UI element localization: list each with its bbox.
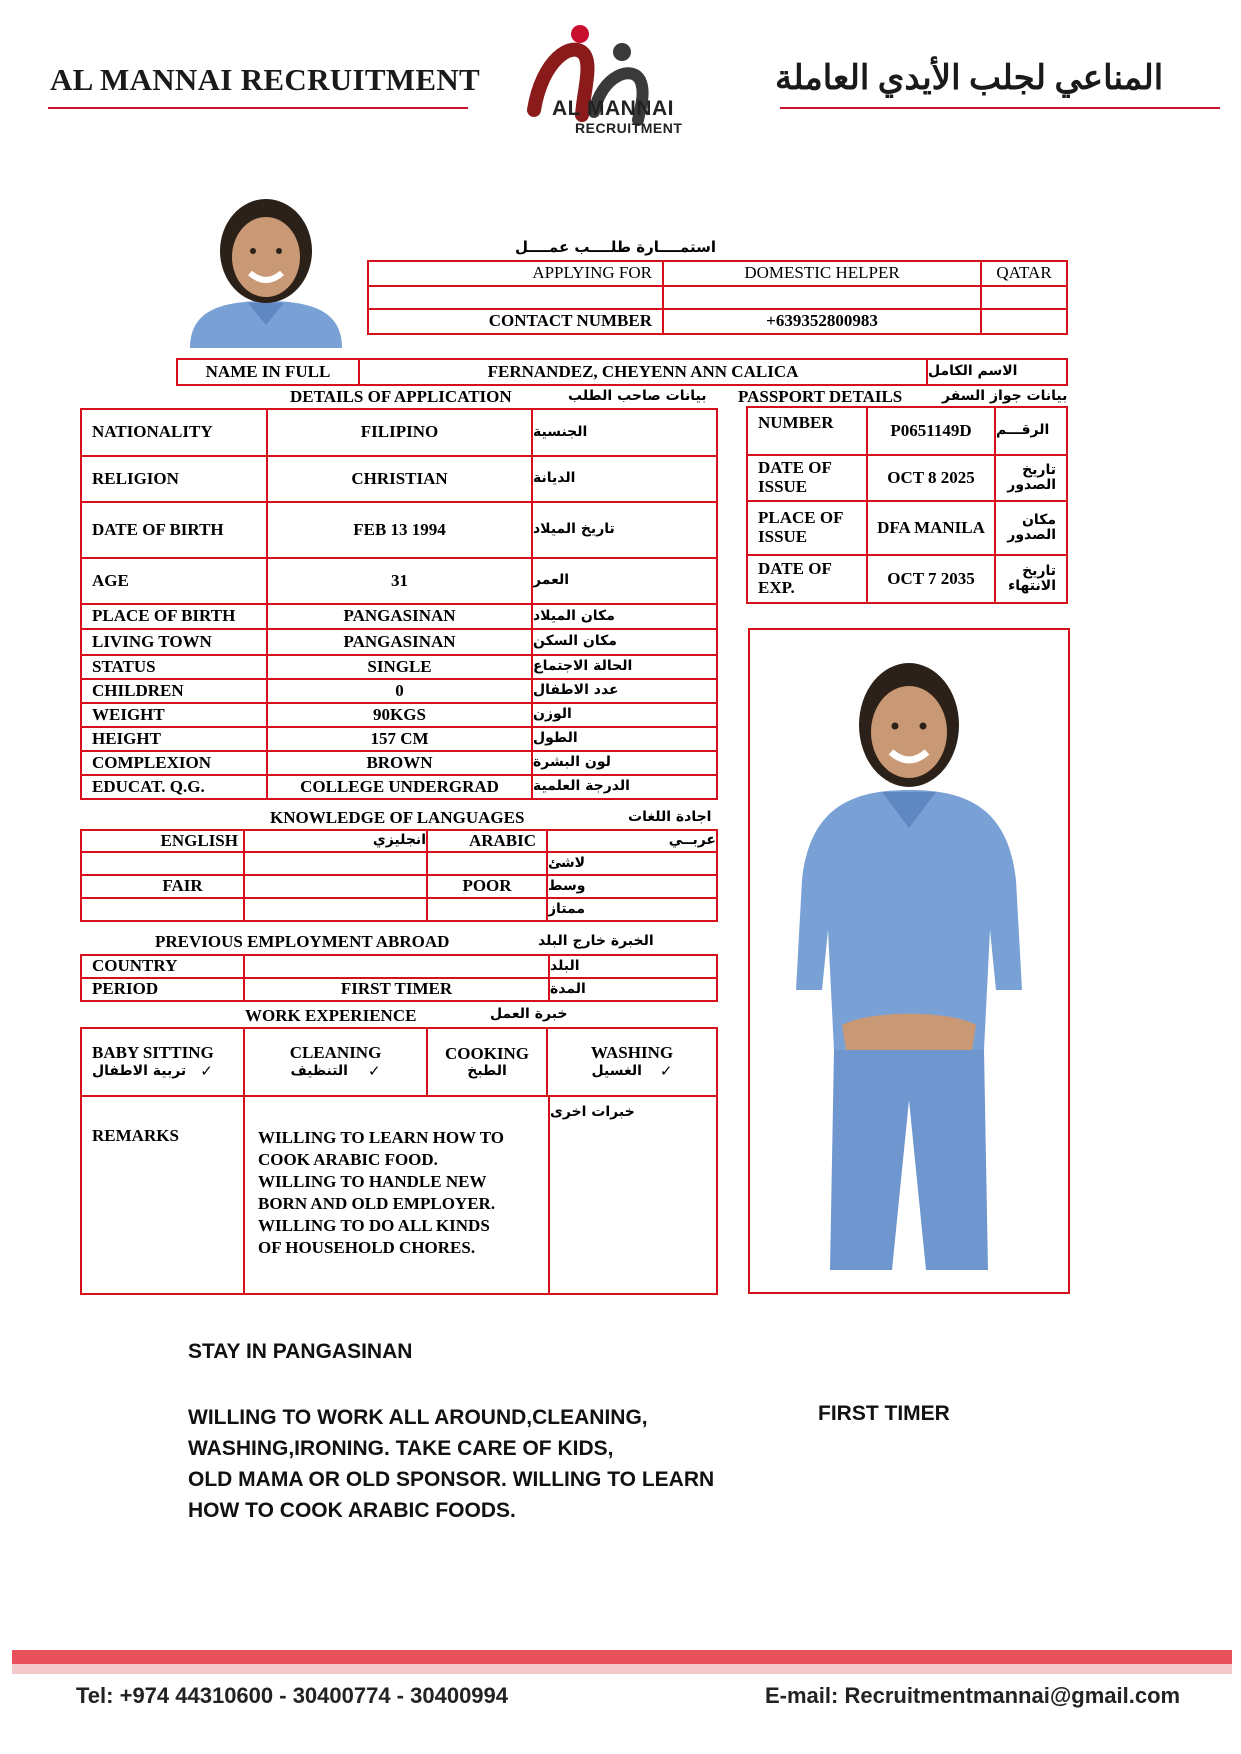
detail-value: 157 CM <box>266 726 533 752</box>
skill-cooking <box>426 1027 548 1097</box>
name-label-arabic: الاسم الكامل <box>926 358 1068 386</box>
checkmark-icon: ✓ <box>367 1062 381 1081</box>
detail-label-arabic: لون البشرة <box>531 750 718 776</box>
other-experience-label-arabic: خبرات اخرى <box>548 1095 718 1295</box>
language-empty-cell <box>80 897 245 922</box>
language-level-fair: وسط <box>546 874 718 899</box>
passport-label-arabic: الرقـــم <box>994 406 1068 456</box>
languages-heading: KNOWLEDGE OF LANGUAGES <box>270 808 525 827</box>
passport-label: PLACE OF ISSUE <box>746 500 868 556</box>
country-value <box>243 954 550 979</box>
apply-empty-cell <box>367 285 664 310</box>
detail-value: CHRISTIAN <box>266 455 533 503</box>
passport-value: P0651149D <box>866 406 996 456</box>
detail-label: COMPLEXION <box>80 750 268 776</box>
passport-label-arabic: مكان الصدور <box>994 500 1068 556</box>
language-level-excellent: ممتاز <box>546 897 718 922</box>
detail-label: STATUS <box>80 654 268 680</box>
detail-label: CHILDREN <box>80 678 268 704</box>
previous-employment-heading-arabic: الخبرة خارج البلد <box>538 933 654 949</box>
detail-value: SINGLE <box>266 654 533 680</box>
passport-label: DATE OF EXP. <box>746 554 868 604</box>
detail-label-arabic: عدد الاطفال <box>531 678 718 704</box>
detail-label: NATIONALITY <box>80 408 268 457</box>
willing-note <box>188 1402 714 1526</box>
detail-label-arabic: الديانة <box>531 455 718 503</box>
full-name-value: FERNANDEZ, CHEYENN ANN CALICA <box>358 358 928 386</box>
language-arabic-label: ARABIC <box>426 829 548 853</box>
language-english-label-arabic: انجليزي <box>243 829 428 853</box>
footer-bar-shade <box>12 1664 1232 1674</box>
details-heading-arabic: بيانات صاحب الطلب <box>568 388 707 404</box>
remarks-line: COOK ARABIC FOOD. <box>258 1150 438 1170</box>
detail-label-arabic: مكان السكن <box>531 628 718 656</box>
passport-value: DFA MANILA <box>866 500 996 556</box>
work-experience-heading: WORK EXPERIENCE <box>245 1006 417 1025</box>
remarks-line: WILLING TO DO ALL KINDS <box>258 1216 490 1236</box>
language-level-none: لاشئ <box>546 851 718 876</box>
language-empty-cell <box>243 874 428 899</box>
skill-label: COOKING <box>444 1043 530 1063</box>
apply-empty-cell <box>662 285 982 310</box>
detail-label-arabic: تاريخ الميلاد <box>531 501 718 559</box>
detail-value: PANGASINAN <box>266 628 533 656</box>
country-label: COUNTRY <box>80 954 245 979</box>
applying-for-label: APPLYING FOR <box>367 260 664 287</box>
detail-label-arabic: الوزن <box>531 702 718 728</box>
language-empty-cell <box>80 851 245 876</box>
willing-note-line: OLD MAMA OR OLD SPONSOR. WILLING TO LEARN <box>188 1468 715 1491</box>
passport-value: OCT 7 2035 <box>866 554 996 604</box>
footer-bar <box>12 1650 1232 1664</box>
detail-label-arabic: العمر <box>531 557 718 605</box>
detail-value: BROWN <box>266 750 533 776</box>
checkmark-icon: ✓ <box>200 1062 213 1081</box>
country-label-arabic: البلد <box>548 954 718 979</box>
footer-email[interactable]: E-mail: Recruitmentmannai@gmail.com <box>765 1683 1181 1708</box>
remarks-label: REMARKS <box>80 1095 245 1295</box>
passport-label-arabic: تاريخ الصدور <box>994 454 1068 502</box>
passport-label: NUMBER <box>746 406 868 456</box>
language-empty-cell <box>426 897 548 922</box>
detail-label: RELIGION <box>80 455 268 503</box>
skill-label: CLEANING <box>289 1043 382 1063</box>
period-label-arabic: المدة <box>548 977 718 1002</box>
detail-label: WEIGHT <box>80 702 268 728</box>
language-empty-cell <box>243 851 428 876</box>
previous-employment-heading: PREVIOUS EMPLOYMENT ABROAD <box>155 932 450 951</box>
remarks-line: WILLING TO LEARN HOW TO <box>258 1128 504 1147</box>
detail-label: PLACE OF BIRTH <box>80 603 268 630</box>
languages-heading-arabic: اجادة اللغات <box>628 809 712 825</box>
apply-empty-cell <box>980 285 1068 310</box>
detail-label: EDUCAT. Q.G. <box>80 774 268 800</box>
stay-note: STAY IN PANGASINAN <box>188 1340 413 1363</box>
detail-label: AGE <box>80 557 268 605</box>
contact-number-label: CONTACT NUMBER <box>367 308 664 335</box>
skill-label: BABY SITTING <box>92 1043 214 1063</box>
language-arabic-label-arabic: عربــي <box>546 829 718 853</box>
skill-label: WASHING <box>590 1043 674 1063</box>
remarks-text <box>243 1095 550 1295</box>
detail-label-arabic: الجنسية <box>531 408 718 457</box>
brand-underline-right <box>780 107 1220 109</box>
detail-value: FEB 13 1994 <box>266 501 533 559</box>
remarks-line: OF HOUSEHOLD CHORES. <box>258 1238 476 1258</box>
detail-value: 31 <box>266 557 533 605</box>
detail-label-arabic: الطول <box>531 726 718 752</box>
detail-value: COLLEGE UNDERGRAD <box>266 774 533 800</box>
detail-value: FILIPINO <box>266 408 533 457</box>
passport-label-arabic: تاريخ الانتهاء <box>994 554 1068 604</box>
detail-label: HEIGHT <box>80 726 268 752</box>
arabic-level-value: POOR <box>426 874 548 899</box>
remarks-line: BORN AND OLD EMPLOYER. <box>258 1194 496 1214</box>
detail-label-arabic: الدرجة العلمية <box>531 774 718 800</box>
detail-label-arabic: مكان الميلاد <box>531 603 718 630</box>
skill-label-arabic: التنظيف <box>290 1062 348 1079</box>
contact-number-value: +639352800983 <box>662 308 982 335</box>
skill-label-arabic: تربية الاطفال <box>92 1062 187 1079</box>
checkmark-icon: ✓ <box>659 1062 673 1081</box>
applicant-photo-full-body <box>748 628 1070 1294</box>
apply-empty-cell <box>980 308 1068 335</box>
brand-underline-left <box>48 107 468 109</box>
skill-label-arabic: الغسيل <box>591 1062 642 1079</box>
detail-label-arabic: الحالة الاجتماع <box>531 654 718 680</box>
first-timer-note: FIRST TIMER <box>818 1402 950 1425</box>
detail-label: DATE OF BIRTH <box>80 501 268 559</box>
period-label: PERIOD <box>80 977 245 1002</box>
brand-name-arabic: المناعي لجلب الأيدي العاملة <box>775 60 1164 97</box>
passport-value: OCT 8 2025 <box>866 454 996 502</box>
detail-value: PANGASINAN <box>266 603 533 630</box>
willing-note-line: WILLING TO WORK ALL AROUND,CLEANING, <box>188 1406 648 1429</box>
passport-label: DATE OF ISSUE <box>746 454 868 502</box>
form-title-arabic: استمــــارة طلــــب عمــــل <box>515 238 716 256</box>
logo-subtext: RECRUITMENT <box>575 120 683 136</box>
passport-heading: PASSPORT DETAILS <box>738 387 903 406</box>
skill-cleaning <box>243 1027 428 1097</box>
name-label: NAME IN FULL <box>176 358 360 386</box>
details-heading: DETAILS OF APPLICATION <box>290 387 512 406</box>
applying-for-country: QATAR <box>980 260 1068 287</box>
english-level-value: FAIR <box>80 874 245 899</box>
detail-value: 0 <box>266 678 533 704</box>
willing-note-line: WASHING,IRONING. TAKE CARE OF KIDS, <box>188 1437 614 1460</box>
detail-value: 90KGS <box>266 702 533 728</box>
passport-heading-arabic: بيانات جواز السفر <box>942 388 1068 404</box>
language-empty-cell <box>243 897 428 922</box>
work-experience-heading-arabic: خبرة العمل <box>490 1006 568 1022</box>
detail-label: LIVING TOWN <box>80 628 268 656</box>
language-english-label: ENGLISH <box>80 829 245 853</box>
brand-name-english: AL MANNAI RECRUITMENT <box>50 62 480 97</box>
footer-telephone[interactable]: Tel: +974 44310600 - 30400774 - 30400994 <box>76 1683 509 1708</box>
applying-for-position: DOMESTIC HELPER <box>662 260 982 287</box>
logo-text: AL MANNAI <box>552 97 674 120</box>
skill-washing <box>546 1027 718 1097</box>
skill-label-arabic: الطبخ <box>467 1062 507 1079</box>
skill-baby-sitting <box>80 1027 245 1097</box>
remarks-line: WILLING TO HANDLE NEW <box>258 1172 487 1192</box>
willing-note-line: HOW TO COOK ARABIC FOODS. <box>188 1499 516 1522</box>
applicant-photo-small <box>180 193 352 348</box>
language-empty-cell <box>426 851 548 876</box>
period-value: FIRST TIMER <box>243 977 550 1002</box>
